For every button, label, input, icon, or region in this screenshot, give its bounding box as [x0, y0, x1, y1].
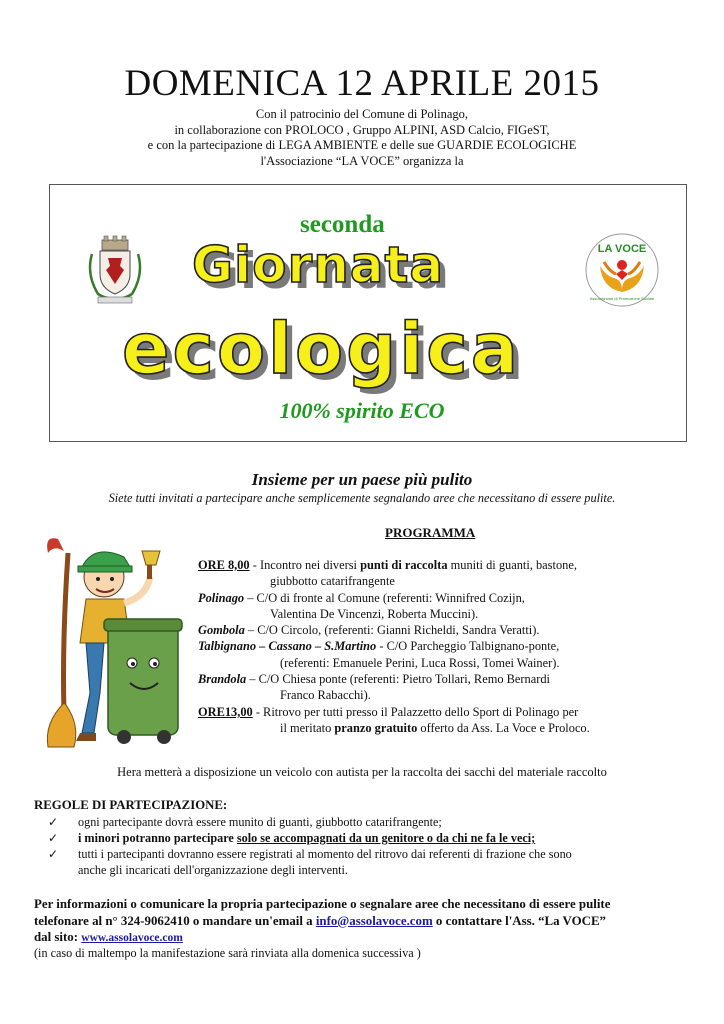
checkmark-icon: ✓	[48, 815, 59, 829]
entry-text: - Ritrovo per tutti presso il Palazzetto dello Sport di Polinago per	[252, 704, 579, 719]
rule-item	[48, 830, 708, 846]
entry-text: – C/O di fronte al Comune (referenti: Winnifred Cozijn,	[244, 590, 525, 605]
subtitle-headline: Insieme per un paese più pulito	[251, 470, 473, 489]
intro-line: in collaborazione con PROLOCO , Gruppo ALPINI, ASD Calcio, FIGeST,	[174, 122, 550, 137]
slogan: 100% spirito ECO	[279, 398, 445, 423]
regole-title: REGOLE DI PARTECIPAZIONE:	[34, 798, 228, 812]
rule-text-bold: i minori potranno partecipare	[78, 831, 234, 845]
website-link[interactable]: www.assolavoce.com	[81, 932, 183, 944]
info-text: o contattare l'Ass. “La VOCE”	[432, 913, 606, 928]
programma-list	[198, 557, 698, 736]
schedule-entry	[198, 557, 698, 573]
schedule-entry	[198, 704, 698, 720]
checkmark-icon: ✓	[48, 847, 59, 861]
rule-item	[48, 814, 708, 830]
logo-subtext: Associazione di Promozione Sociale	[589, 296, 655, 301]
seconda-label: seconda	[300, 211, 385, 238]
regole-list	[48, 814, 708, 878]
intro-text	[0, 107, 724, 169]
info-line	[34, 913, 706, 930]
entry-text: – C/O Chiesa ponte (referenti: Pietro Tollari, Remo Bernardi	[246, 672, 550, 687]
polinago-coat-of-arms-icon	[84, 234, 146, 306]
info-text: dal sito:	[34, 930, 82, 944]
intro-line: l'Associazione “LA VOCE” organizza la	[260, 153, 464, 168]
entry-text: – C/O Circolo, (referenti: Gianni Richeldi, Sandra Veratti).	[244, 623, 540, 638]
entry-continuation: giubbotto catarifrangente	[270, 574, 395, 589]
programma-title: PROGRAMMA	[385, 525, 476, 540]
maltempo-note: (in caso di maltempo la manifestazione sarà rinviata alla domenica successiva )	[34, 946, 421, 960]
time-label: ORE 8,00	[198, 558, 250, 572]
eco-mascot-illustration	[34, 533, 196, 751]
intro-line: Con il patrocinio del Comune di Polinago,	[255, 107, 469, 121]
time-label: ORE13,00	[198, 704, 253, 719]
location-label: Talbignano – Cassano – S.Martino	[198, 639, 377, 654]
entry-highlight: pranzo gratuito	[334, 720, 418, 735]
email-link[interactable]: info@assolavoce.com	[315, 913, 433, 928]
schedule-entry	[198, 671, 698, 687]
entry-continuation: Franco Rabacchi).	[280, 688, 371, 703]
giornata-headline: Giornata	[192, 236, 445, 294]
entry-continuation: (referenti: Emanuele Perini, Luca Rossi, Tomei Wainer).	[280, 655, 560, 670]
schedule-entry	[198, 590, 698, 606]
location-label: Gombola	[198, 623, 245, 638]
invite-text: Siete tutti invitati a partecipare anche semplicemente segnalando aree che necessitano di essere pulite.	[108, 491, 616, 505]
contact-info	[34, 896, 706, 947]
ecologica-headline: ecologica	[122, 308, 521, 390]
page-title: DOMENICA 12 APRILE 2015	[124, 63, 600, 104]
rule-item	[48, 846, 708, 862]
la-voce-logo-icon	[584, 232, 660, 308]
location-label: Polinago	[198, 590, 245, 605]
intro-line: e con la partecipazione di LEGA AMBIENTE e delle sue GUARDIE ECOLOGICHE	[147, 138, 577, 152]
location-label: Brandola	[198, 672, 247, 687]
rule-item-continuation: anche gli incaricati dell'organizzazione degli interventi.	[78, 863, 348, 877]
schedule-entry	[198, 638, 698, 654]
hera-notice: Hera metterà a disposizione un veicolo con autista per la raccolta dei sacchi del materiale raccolto	[117, 765, 607, 779]
entry-continuation: Valentina De Vincenzi, Roberta Muccini).	[270, 606, 479, 621]
rule-text: tutti i partecipanti dovranno essere registrati al momento del ritrovo dai referenti di frazione che sono	[78, 847, 572, 861]
rule-text: ogni partecipante dovrà essere munito di guanti, giubbotto catarifrangente;	[78, 815, 442, 829]
info-line: Per informazioni o comunicare la propria partecipazione o segnalare aree che necessitano di essere pulite	[34, 897, 611, 911]
schedule-entry	[198, 622, 698, 638]
rule-text-underlined: solo se accompagnati da un genitore o da chi ne fa le veci;	[236, 831, 536, 845]
info-line	[34, 929, 706, 947]
info-text: telefonare al n° 324-9062410 o mandare un'email a	[34, 913, 316, 928]
entry-text: - C/O Parcheggio Talbignano-ponte,	[376, 639, 560, 654]
entry-text: muniti di guanti, bastone,	[447, 558, 577, 572]
entry-text: il meritato	[280, 720, 335, 735]
entry-highlight: punti di raccolta	[360, 558, 448, 572]
logo-text: LA VOCE	[597, 243, 647, 255]
entry-continuation	[198, 720, 698, 736]
entry-text: offerto da Ass. La Voce e Proloco.	[417, 720, 590, 735]
checkmark-icon: ✓	[48, 831, 59, 845]
entry-text: - Incontro nei diversi	[249, 558, 361, 572]
